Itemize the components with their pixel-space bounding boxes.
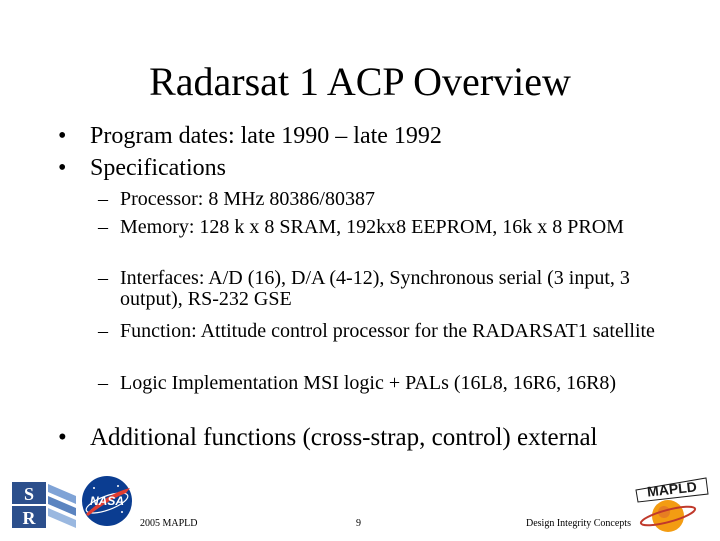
- dash-icon: –: [98, 267, 108, 289]
- footer-conference: 2005 MAPLD: [140, 518, 198, 529]
- dash-icon: –: [98, 188, 108, 210]
- svg-text:R: R: [22, 508, 36, 528]
- bullet-text: Program dates: late 1990 – late 1992: [90, 123, 442, 149]
- nasa-logo-graphic: [80, 474, 134, 528]
- dash-icon: –: [98, 216, 108, 238]
- sub-bullet-text: Memory: 128 k x 8 SRAM, 192kx8 EEPROM, 16k x 8 PROM: [120, 216, 624, 238]
- sub-bullet-text: Processor: 8 MHz 80386/80387: [120, 188, 375, 210]
- bullet-text: Additional functions (cross-strap, control) external: [90, 424, 598, 451]
- sub-bullet-interfaces: [98, 268, 698, 310]
- nasa-logo: [80, 474, 134, 528]
- svr-logo-graphic: [10, 478, 78, 530]
- sub-bullet-function: [98, 321, 698, 342]
- bullet-dot-icon: •: [58, 155, 67, 181]
- bullet-dot-icon: •: [58, 123, 67, 149]
- sub-bullet-memory: [98, 217, 698, 238]
- sub-bullet-text: Interfaces: A/D (16), D/A (4-12), Synchronous serial (3 input, 3 output), RS-232 GSE: [120, 267, 630, 310]
- dash-icon: –: [98, 320, 108, 342]
- dash-icon: –: [98, 372, 108, 394]
- sub-bullet-text: Logic Implementation MSI logic + PALs (16L8, 16R6, 16R8): [120, 372, 617, 394]
- bullet-dot-icon: •: [58, 424, 67, 451]
- sub-bullet-logic: [98, 373, 698, 394]
- slide-title: Radarsat 1 ACP Overview: [149, 59, 571, 104]
- bullet-text: Specifications: [90, 155, 226, 181]
- footer-page-number: 9: [356, 518, 361, 529]
- mapld-logo-graphic: [628, 472, 714, 536]
- svr-logo: [10, 478, 78, 530]
- svg-text:MAPLD: MAPLD: [646, 478, 698, 500]
- sub-bullet-text: Function: Attitude control processor for the RADARSAT1 satellite: [120, 320, 655, 342]
- sub-bullet-processor: [98, 189, 698, 210]
- footer-company: Design Integrity Concepts: [526, 518, 631, 529]
- svg-text:NASA: NASA: [89, 494, 125, 508]
- mapld-logo: [628, 472, 714, 536]
- svg-text:S: S: [23, 484, 35, 504]
